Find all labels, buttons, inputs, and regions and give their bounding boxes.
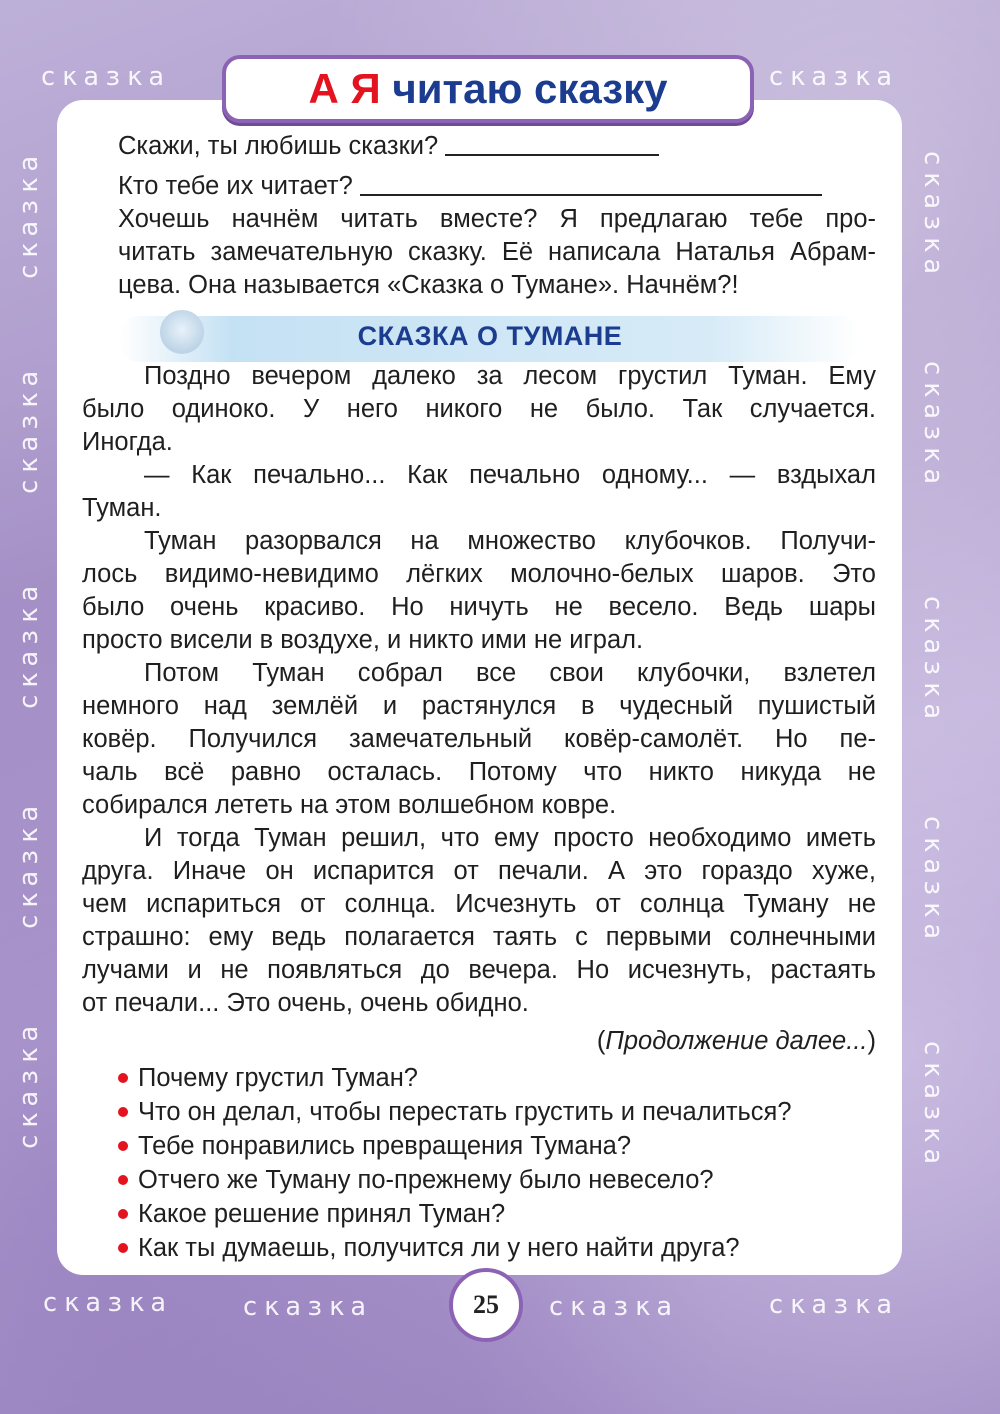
intro-question-2: Кто тебе их читает?: [118, 172, 353, 200]
story-line: ковёр. Получился замечательный ковёр-самолёт. Но пе-: [82, 725, 876, 753]
bullet-icon: [118, 1073, 128, 1083]
story-line: чаль всё равно осталась. Потому что никто никуда не: [82, 758, 876, 786]
story-line: Поздно вечером далеко за лесом грустил Туман. Ему: [144, 362, 876, 390]
question-text: Что он делал, чтобы перестать грустить и печалиться?: [138, 1098, 792, 1126]
story-line: лучами и не появляться до вечера. Но исчезнуть, растаять: [82, 956, 876, 984]
question-item: [118, 1095, 792, 1129]
decor-word-left-4: сказка: [14, 800, 44, 930]
title-part-blue: читаю сказку: [392, 65, 668, 112]
story-line: собирался лететь на этом волшебном ковре.: [82, 791, 617, 819]
story-line: Туман разорвался на множество клубочков. Получи-: [144, 527, 876, 555]
question-item: [118, 1197, 505, 1231]
story-line: от печали... Это очень, очень обидно.: [82, 989, 529, 1017]
question-item: [118, 1231, 740, 1265]
story-line: Потом Туман собрал все свои клубочки, взлетел: [144, 659, 876, 687]
decor-word-bottom-2: сказка: [242, 1292, 372, 1322]
decor-word-right-5: сказка: [918, 1040, 948, 1170]
answer-blank-2[interactable]: [360, 170, 822, 196]
decor-word-left-5: сказка: [14, 1020, 44, 1150]
decor-word-bottom-4: сказка: [768, 1290, 898, 1320]
decor-word-top-left: сказка: [40, 62, 170, 92]
decor-word-bottom-3: сказка: [548, 1292, 678, 1322]
question-text: Какое решение принял Туман?: [138, 1200, 506, 1228]
decor-word-left-3: сказка: [14, 580, 44, 710]
story-title: СКАЗКА О ТУМАНЕ: [357, 321, 623, 351]
story-body: [82, 360, 876, 1020]
bullet-icon: [118, 1209, 128, 1219]
story-line: просто висели в воздухе, и никто ими не играл.: [82, 626, 644, 654]
continued-open: (: [596, 1027, 606, 1055]
question-item: [118, 1163, 714, 1197]
decor-word-bottom-1: сказка: [42, 1288, 172, 1318]
intro-question-1: Скажи, ты любишь сказки?: [118, 132, 439, 160]
story-line: Иногда.: [82, 428, 173, 456]
decor-word-right-1: сказка: [918, 150, 948, 280]
bullet-icon: [118, 1175, 128, 1185]
question-text: Почему грустил Туман?: [138, 1064, 418, 1092]
story-line: Туман.: [82, 494, 162, 522]
intro-line: цева. Она называется «Сказка о Тумане». Начнём?!: [118, 271, 739, 299]
intro-line: Хочешь начнём читать вместе? Я предлагаю тебе про-: [118, 205, 876, 233]
bullet-icon: [118, 1107, 128, 1117]
story-line: немного над землёй и растянулся в чудесный пушистый: [82, 692, 876, 720]
intro-question-1-row: [118, 130, 878, 163]
intro-question-2-row: [118, 170, 878, 203]
continued-note: [597, 1025, 876, 1058]
story-line: было очень красиво. Но ничуть не весело. Ведь шары: [82, 593, 876, 621]
story-line: было одиноко. У него никого не было. Так случается.: [82, 395, 876, 423]
story-line: И тогда Туман решил, что ему просто необходимо иметь: [144, 824, 876, 852]
continued-text: Продолжение далее...: [605, 1027, 868, 1055]
intro-line: читать замечательную сказку. Её написала Наталья Абрам-: [118, 238, 876, 266]
decor-word-top-right: сказка: [768, 62, 898, 92]
page-title: [222, 55, 754, 123]
story-line: друга. Иначе он испарится от печали. А это гораздо хуже,: [82, 857, 876, 885]
question-text: Тебе понравились превращения Тумана?: [138, 1132, 632, 1160]
question-item: [118, 1061, 418, 1095]
intro-paragraph: [118, 203, 876, 302]
page-number: 25: [449, 1268, 523, 1342]
bullet-icon: [118, 1243, 128, 1253]
decor-word-right-3: сказка: [918, 595, 948, 725]
story-title-banner: [120, 316, 860, 362]
question-text: Отчего же Туману по-прежнему было невесело?: [138, 1166, 714, 1194]
question-text: Как ты думаешь, получится ли у него найти друга?: [138, 1234, 740, 1262]
decor-word-left-1: сказка: [14, 150, 44, 280]
story-line: лось видимо-невидимо лёгких молочно-белых шаров. Это: [82, 560, 876, 588]
decor-word-right-4: сказка: [918, 815, 948, 945]
story-line: — Как печально... Как печально одному... — вздыхал: [144, 461, 876, 489]
bullet-icon: [118, 1141, 128, 1151]
decor-word-right-2: сказка: [918, 360, 948, 490]
decor-word-left-2: сказка: [14, 365, 44, 495]
story-line: страшно: ему ведь полагается таять с первыми солнечными: [82, 923, 876, 951]
story-line: чем испариться от солнца. Исчезнуть от солнца Туману не: [82, 890, 876, 918]
fog-face-icon: [160, 310, 204, 354]
question-item: [118, 1129, 631, 1163]
answer-blank-1[interactable]: [445, 130, 659, 156]
continued-close: ): [867, 1027, 876, 1055]
title-part-red: А Я: [308, 65, 381, 112]
